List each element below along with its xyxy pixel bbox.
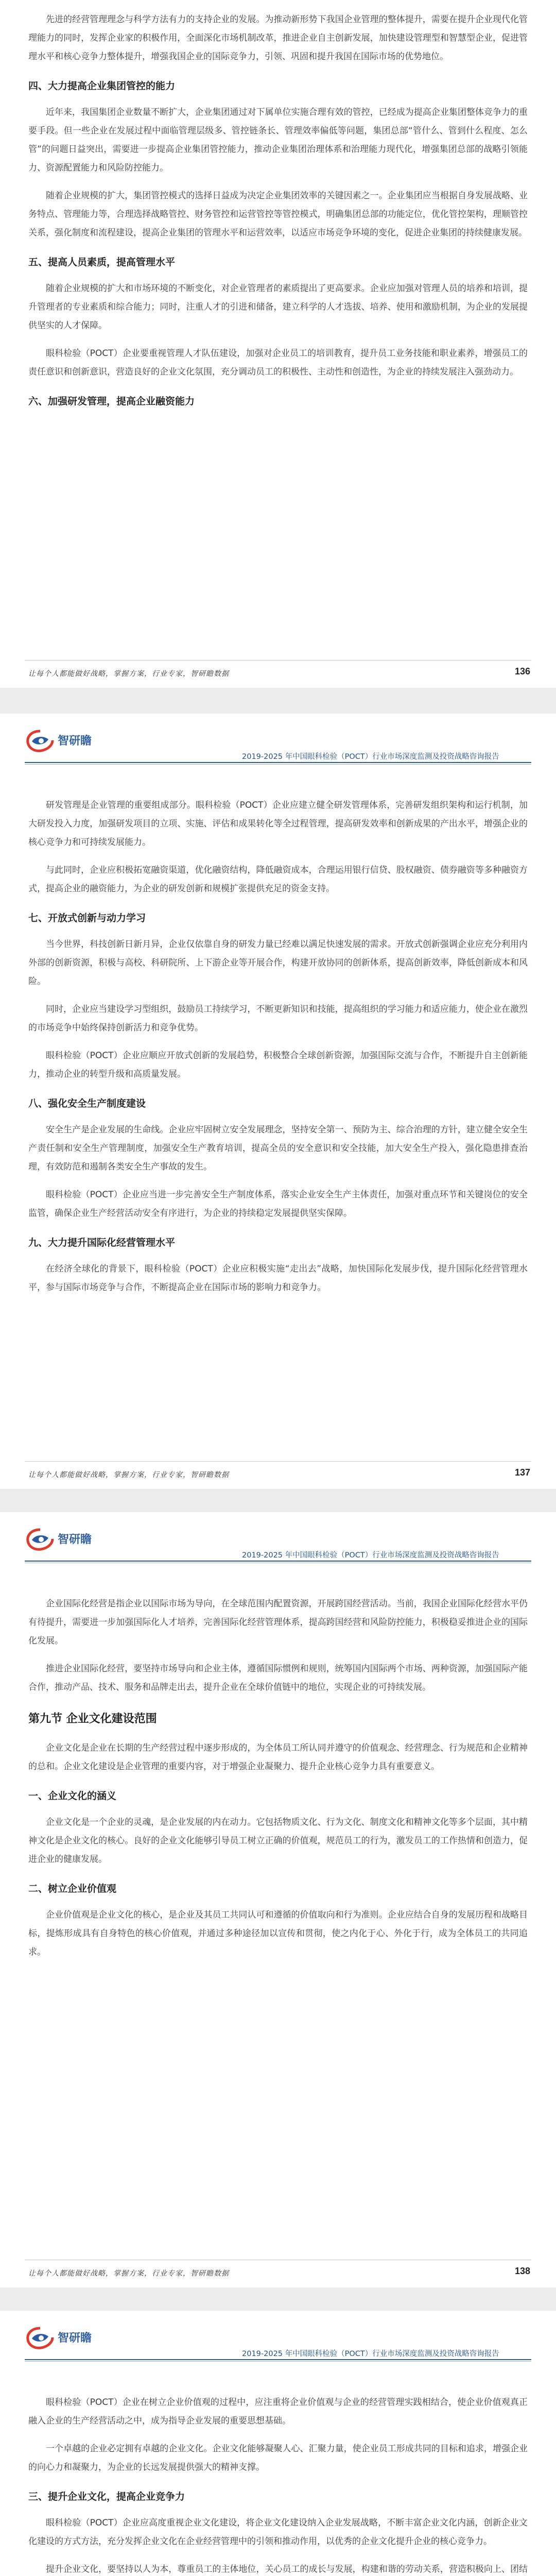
report-page-2 xyxy=(0,714,556,1489)
subsection-heading: 三、提升企业文化，提高企业竞争力 xyxy=(28,2491,185,2502)
page-footer xyxy=(0,657,556,688)
body-paragraph: 眼科检验（POCT）企业要重视管理人才队伍建设，加强对企业员工的培训教育，提升员工业务技能和职业素养，增强员工的责任意识和创新意识，营造良好的企业文化氛围，充分调动员工的积极性、主动性和创造性，为企业的持续发展注入强劲动力。 xyxy=(28,348,528,377)
body-paragraph: 眼科检验（POCT）企业应高度重视企业文化建设，将企业文化建设纳入企业发展战略，不断丰富企业文化内涵，创新企业文化建设的方式方法，充分发挥企业文化在企业经营管理中的引领和推动作用，以优秀的企业文化提升企业的核心竞争力。 xyxy=(28,2518,528,2547)
footer-slogan: 让每个人都能做好战略，掌握方案，行业专家，智研瞻数据 xyxy=(28,2269,229,2278)
body-paragraph: 眼科检验（POCT）企业在树立企业价值观的过程中，应注重将企业价值观与企业的经营管理实践相结合，使企业价值观真正融入企业的生产经营活动之中，成为指导企业发展的重要思想基础。 xyxy=(28,2397,528,2426)
subsection-heading: 五、提高人员素质，提高管理水平 xyxy=(28,257,176,268)
footer-slogan: 让每个人都能做好战略，掌握方案，行业专家，智研瞻数据 xyxy=(28,670,229,678)
header-rule xyxy=(25,1561,531,1562)
page-body xyxy=(28,1595,528,1971)
header-rule-thin xyxy=(25,764,531,765)
body-paragraph: 企业国际化经营是指企业以国际市场为导向，在全球范围内配置资源，开展跨国经营活动。当前，我国企业国际化经营水平仍有待提升，需要进一步加强国际化人才培养，完善国际化经营管理体系，提高跨国经营和风险防控能力，积极稳妥推进企业的国际化发展。 xyxy=(28,1599,528,1646)
page-footer xyxy=(0,1458,556,1489)
body-paragraph: 当今世界，科技创新日新月异，企业仅依靠自身的研发力量已经难以满足快速发展的需求。开放式创新强调企业应充分利用内外部的创新资源，积极与高校、科研院所、上下游企业等开展合作，构建开放协同的创新体系，提高创新效率，降低创新成本和风险。 xyxy=(28,939,528,987)
subsection-heading: 九、大力提升国际化经营管理水平 xyxy=(28,1237,176,1248)
report-page-1 xyxy=(0,0,556,688)
body-paragraph: 安全生产是企业发展的生命线。企业应牢固树立安全发展理念，坚持安全第一、预防为主、综合治理的方针，建立健全安全生产责任制和安全生产管理制度，加强安全生产教育培训，提高全员的安全意识和安全技能，加大安全生产投入，强化隐患排查治理，有效防范和遏制各类安全生产事故的发生。 xyxy=(28,1125,528,1172)
header-rule-thin xyxy=(25,2361,531,2362)
body-paragraph: 企业文化是一个企业的灵魂，是企业发展的内在动力。它包括物质文化、行为文化、制度文化和精神文化等多个层面，其中精神文化是企业文化的核心。良好的企业文化能够引导员工树立正确的价值观，规范员工的行为，激发员工的工作热情和创造力，促进企业的健康发展。 xyxy=(28,1817,528,1865)
body-paragraph: 随着企业规模的扩大，集团管控模式的选择日益成为决定企业集团效率的关键因素之一。企业集团应当根据自身发展战略、业务特点、管理能力等，合理选择战略管控、财务管控和运营管控等管控模式，明确集团总部的功能定位，优化管控架构，理顺管控关系，强化制度和流程建设，提高企业集团的管理水平和运营效率，以适应市场竞争环境的变化，促进企业集团的持续健康发展。 xyxy=(28,191,528,238)
body-paragraph: 推进企业国际化经营，要坚持市场导向和企业主体，遵循国际惯例和规则，统筹国内国际两个市场、两种资源，加强国际产能合作，推动产品、技术、服务和品牌走出去，提升企业在全球价值链中的地位，实现企业的可持续发展。 xyxy=(28,1664,528,1692)
brand-logo-icon xyxy=(25,729,56,753)
header-rule xyxy=(25,2359,531,2360)
subsection-heading: 二、树立企业价值观 xyxy=(28,1883,117,1894)
page-header xyxy=(0,2311,556,2367)
subsection-heading: 一、企业文化的涵义 xyxy=(28,1790,117,1802)
body-paragraph: 一个卓越的企业必定拥有卓越的企业文化。企业文化能够凝聚人心、汇聚力量，使企业员工形成共同的目标和追求，增强企业的向心力和凝聚力，为企业的长远发展提供强大的精神支撑。 xyxy=(28,2444,528,2472)
subsection-heading: 四、大力提高企业集团管控的能力 xyxy=(28,80,176,92)
brand-name: 智研瞻 xyxy=(58,2331,92,2344)
page-number: 138 xyxy=(514,2266,530,2276)
page-footer xyxy=(0,2257,556,2287)
page-number: 136 xyxy=(514,666,530,676)
brand-logo-icon xyxy=(25,2326,56,2350)
report-title: 2019-2025 年中国眼科检验（POCT）行业市场深度监测及投资战略咨询报告 xyxy=(242,753,499,761)
page-body xyxy=(28,796,528,1306)
page-header xyxy=(0,1512,556,1569)
subsection-heading: 六、加强研发管理，提高企业融资能力 xyxy=(28,396,195,407)
page-body xyxy=(28,10,528,418)
body-paragraph: 眼科检验（POCT）企业应顺应开放式创新的发展趋势，积极整合全球创新资源，加强国际交流与合作，不断提升自主创新能力，推动企业的转型升级和高质量发展。 xyxy=(28,1050,528,1079)
report-title: 2019-2025 年中国眼科检验（POCT）行业市场深度监测及投资战略咨询报告 xyxy=(242,1551,499,1560)
footer-slogan: 让每个人都能做好战略，掌握方案，行业专家，智研瞻数据 xyxy=(28,1471,229,1479)
body-paragraph: 提升企业文化，要坚持以人为本，尊重员工的主体地位，关心员工的成长与发展，构建和谐的劳动关系，营造积极向上、团结 xyxy=(46,2564,528,2574)
subsection-heading: 七、开放式创新与动力学习 xyxy=(28,912,146,924)
body-paragraph: 企业文化是企业在长期的生产经营过程中逐步形成的，为全体员工所认同并遵守的价值观念、经营理念、行为规范和企业精神的总和。企业文化建设是企业管理的重要内容，对于增强企业凝聚力、提升企业核心竞争力具有重要意义。 xyxy=(28,1743,528,1772)
body-paragraph: 眼科检验（POCT）企业应当进一步完善安全生产制度体系，落实企业安全生产主体责任，加强对重点环节和关键岗位的安全监管，确保企业生产经营活动安全有序进行，为企业的持续稳定发展提供坚实保障。 xyxy=(28,1190,528,1218)
subsection-heading: 八、强化安全生产制度建设 xyxy=(28,1098,146,1109)
section-heading: 第九节 企业文化建设范围 xyxy=(28,1713,157,1725)
body-paragraph: 近年来，我国集团企业数量不断扩大，企业集团通过对下属单位实施合理有效的管控，已经成为提高企业集团整体竞争力的重要手段。但一些企业在发展过程中面临管理层级多、管控链条长、管理效率偏低等问题，集团总部“管什么、管到什么程度、怎么管”的问题日益突出，需要进一步提高企业集团管控能力，推动企业集团治理体系和治理能力现代化，增强集团总部的战略引领能力、资源配置能力和风险防控能力。 xyxy=(28,107,528,173)
brand-name: 智研瞻 xyxy=(58,1533,92,1546)
report-page-3 xyxy=(0,1512,556,2287)
body-paragraph: 企业价值观是企业文化的核心，是企业及其员工共同认可和遵循的价值取向和行为准则。企业应结合自身的发展历程和战略目标，提炼形成具有自身特色的核心价值观，并通过多种途径加以宣传和贯彻，使之内化于心、外化于行，成为全体员工的共同追求。 xyxy=(28,1910,528,1957)
brand-logo-icon xyxy=(25,1528,56,1551)
body-paragraph: 与此同时，企业应积极拓宽融资渠道，优化融资结构，降低融资成本，合理运用银行信贷、股权融资、债券融资等多种融资方式，提高企业的融资能力，为企业的研发创新和规模扩张提供充足的资金支持。 xyxy=(28,865,528,894)
page-number: 137 xyxy=(514,1467,530,1478)
report-title: 2019-2025 年中国眼科检验（POCT）行业市场深度监测及投资战略咨询报告 xyxy=(242,2350,499,2358)
brand-name: 智研瞻 xyxy=(58,734,92,747)
body-paragraph: 同时，企业应当建设学习型组织，鼓励员工持续学习，不断更新知识和技能，提高组织的学习能力和适应能力，使企业在激烈的市场竞争中始终保持创新活力和竞争优势。 xyxy=(28,1004,528,1033)
body-paragraph: 随着企业规模的扩大和市场环境的不断变化，对企业管理者的素质提出了更高要求。企业应加强对管理人员的培养和培训，提升管理者的专业素质和综合能力；同时，注重人才的引进和储备，建立科学的人才选拔、培养、使用和激励机制，为企业的发展提供坚实的人才保障。 xyxy=(28,283,528,331)
footer-rule xyxy=(25,1461,531,1462)
page-header xyxy=(0,714,556,770)
header-rule xyxy=(25,762,531,763)
report-page-4 xyxy=(0,2311,556,2576)
page-body xyxy=(28,2393,528,2576)
body-paragraph: 在经济全球化的背景下，眼科检验（POCT）企业应积极实施“走出去”战略，加快国际化发展步伐，提升国际化经营管理水平，参与国际市场竞争与合作，不断提高企业在国际市场的影响力和竞争力。 xyxy=(28,1264,528,1293)
body-paragraph: 研发管理是企业管理的重要组成部分。眼科检验（POCT）企业应建立健全研发管理体系，完善研发组织架构和运行机制，加大研发投入力度，加强研发项目的立项、实施、评估和成果转化等全过程管理，提高研发效率和创新成果的产出水平，增强企业的核心竞争力和可持续发展能力。 xyxy=(28,800,528,848)
body-paragraph: 先进的经营管理理念与科学方法有力的支持企业的发展。为推动新形势下我国企业管理的整体提升，需要在提升企业现代化管理能力的同时，发挥企业家的积极作用，全面深化市场机制改革，推进企业自主创新发展，加快建设管理型和智慧型企业，促进管理水平和核心竞争力整体提升，增强我国企业的国际竞争力，引领、巩固和提升我国在国际市场的优势地位。 xyxy=(28,14,528,62)
